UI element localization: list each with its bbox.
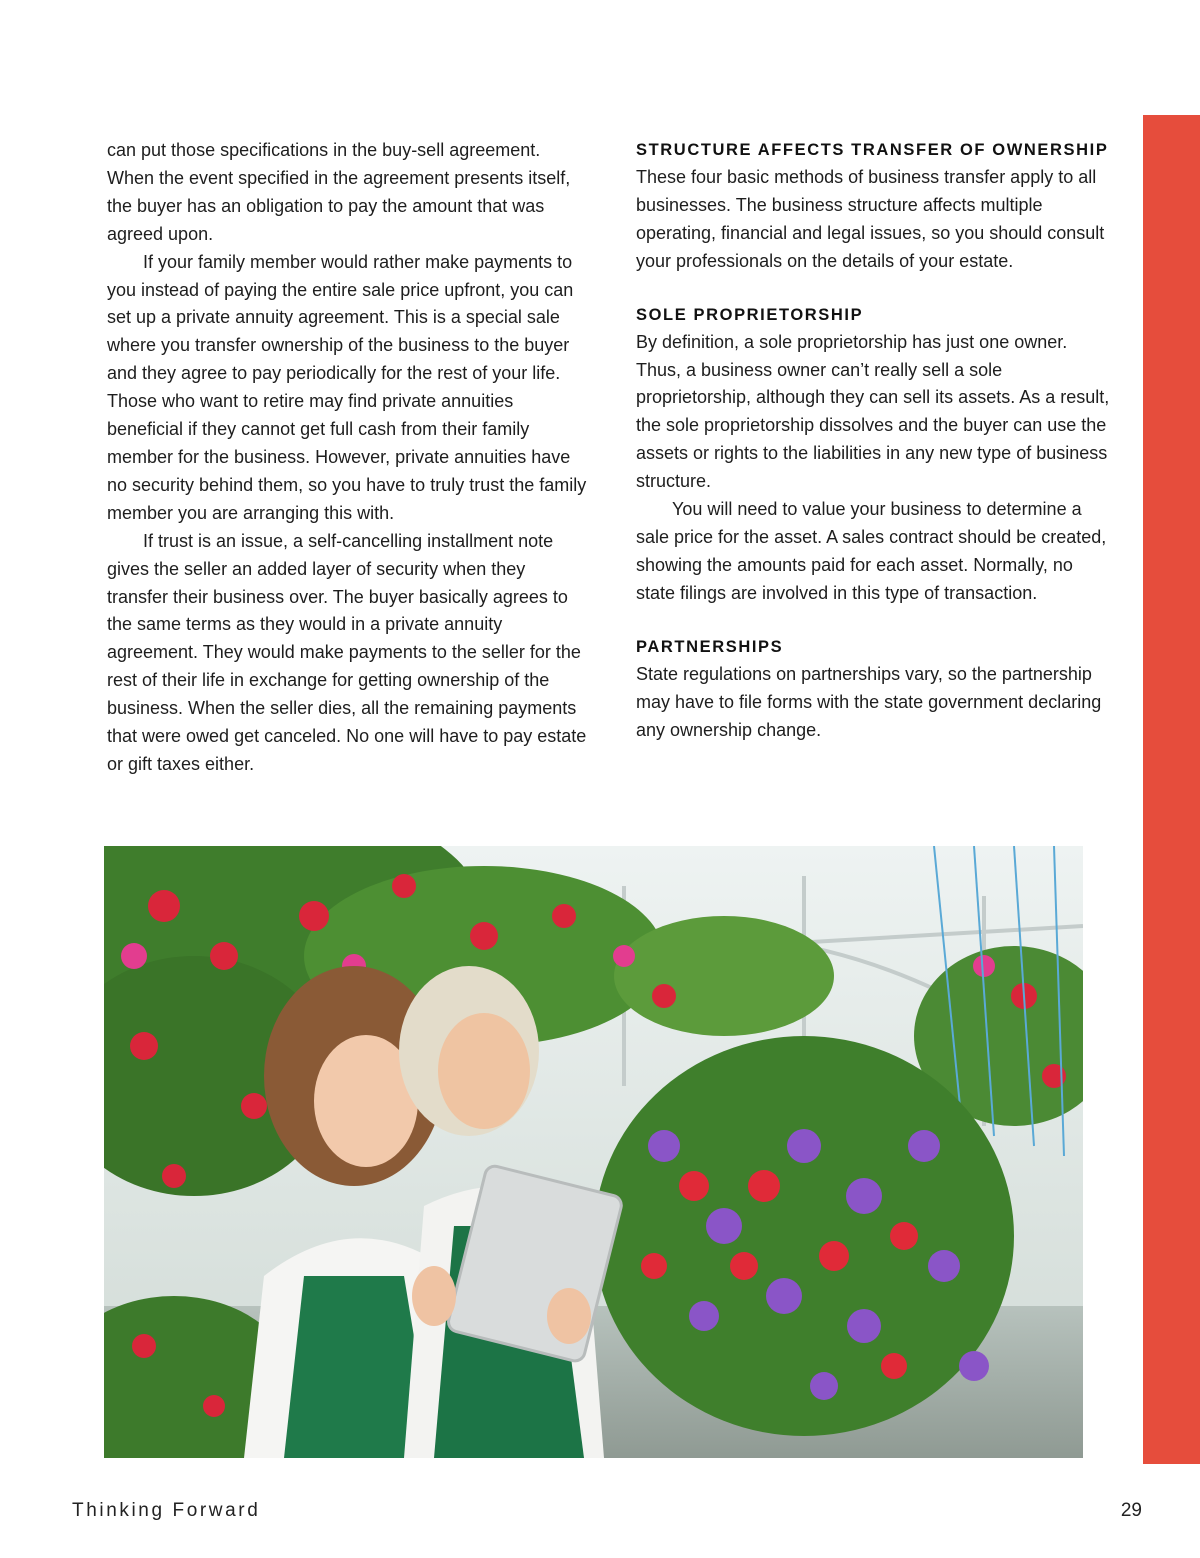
paragraph: If trust is an issue, a self-cancelling installment note gives the seller an added layer of security when they transfer their business over. The buyer basically agrees to the same terms as they would in a private annuity agreement. They would make payments to the seller for the rest of their life in exchange for getting ownership of the business. When the seller dies, all the remaining payments that were owed get canceled. No one will have to pay estate or gift taxes either. [107, 530, 587, 774]
paragraph: You will need to value your business to determine a sale price for the asset. A sales contract should be created, showing the amounts paid for each asset. Normally, no state filings are involved in this type of transaction. [636, 499, 1107, 603]
paragraph: can put those specifications in the buy-sell agreement. When the event specified in the agreement presents itself, the buyer has an obligation to pay the amount that was agreed upon. [107, 140, 571, 244]
paragraph: If your family member would rather make payments to you instead of paying the entire sale price upfront, you can set up a private annuity agreement. This is a special sale where you transfer ownership of the business to the buyer and they agree to pay periodically for the rest of your life. Those who want to retire may find private annuities beneficial if they cannot get full cash from their family member for the business. However, private annuities have no security behind them, so you have to truly trust the family member you are arranging this with. [107, 251, 587, 523]
section-heading: SOLE PROPRIETORSHIP [636, 305, 864, 324]
section-gap [636, 276, 1114, 302]
publication-name: Thinking Forward [72, 1500, 261, 1521]
paragraph: These four basic methods of business transfer apply to all businesses. The business structure affects multiple operating, financial and legal issues, so you should consult your professionals on the details of your estate. [636, 167, 1105, 271]
page-number: 29 [1120, 1500, 1142, 1521]
section-heading: PARTNERSHIPS [636, 637, 784, 656]
section-gap [636, 608, 1114, 634]
photo-illustration [104, 846, 1083, 1458]
accent-band [1143, 115, 1200, 1464]
right-text-column [636, 137, 1114, 744]
left-text-column [107, 137, 587, 779]
paragraph: State regulations on partnerships vary, so the partnership may have to file forms with the state government declaring any ownership change. [636, 663, 1102, 740]
section-heading: STRUCTURE AFFECTS TRANSFER OF OWNERSHIP [636, 141, 1109, 159]
greenhouse-photo [104, 846, 1083, 1458]
paragraph: By definition, a sole proprietorship has just one owner. Thus, a business owner can’t really sell a sole proprietorship, although they can sell its assets. As a result, the sole proprietorship dissolves and the buyer can use the assets or rights to the liabilities in any new type of business structure. [636, 331, 1110, 492]
